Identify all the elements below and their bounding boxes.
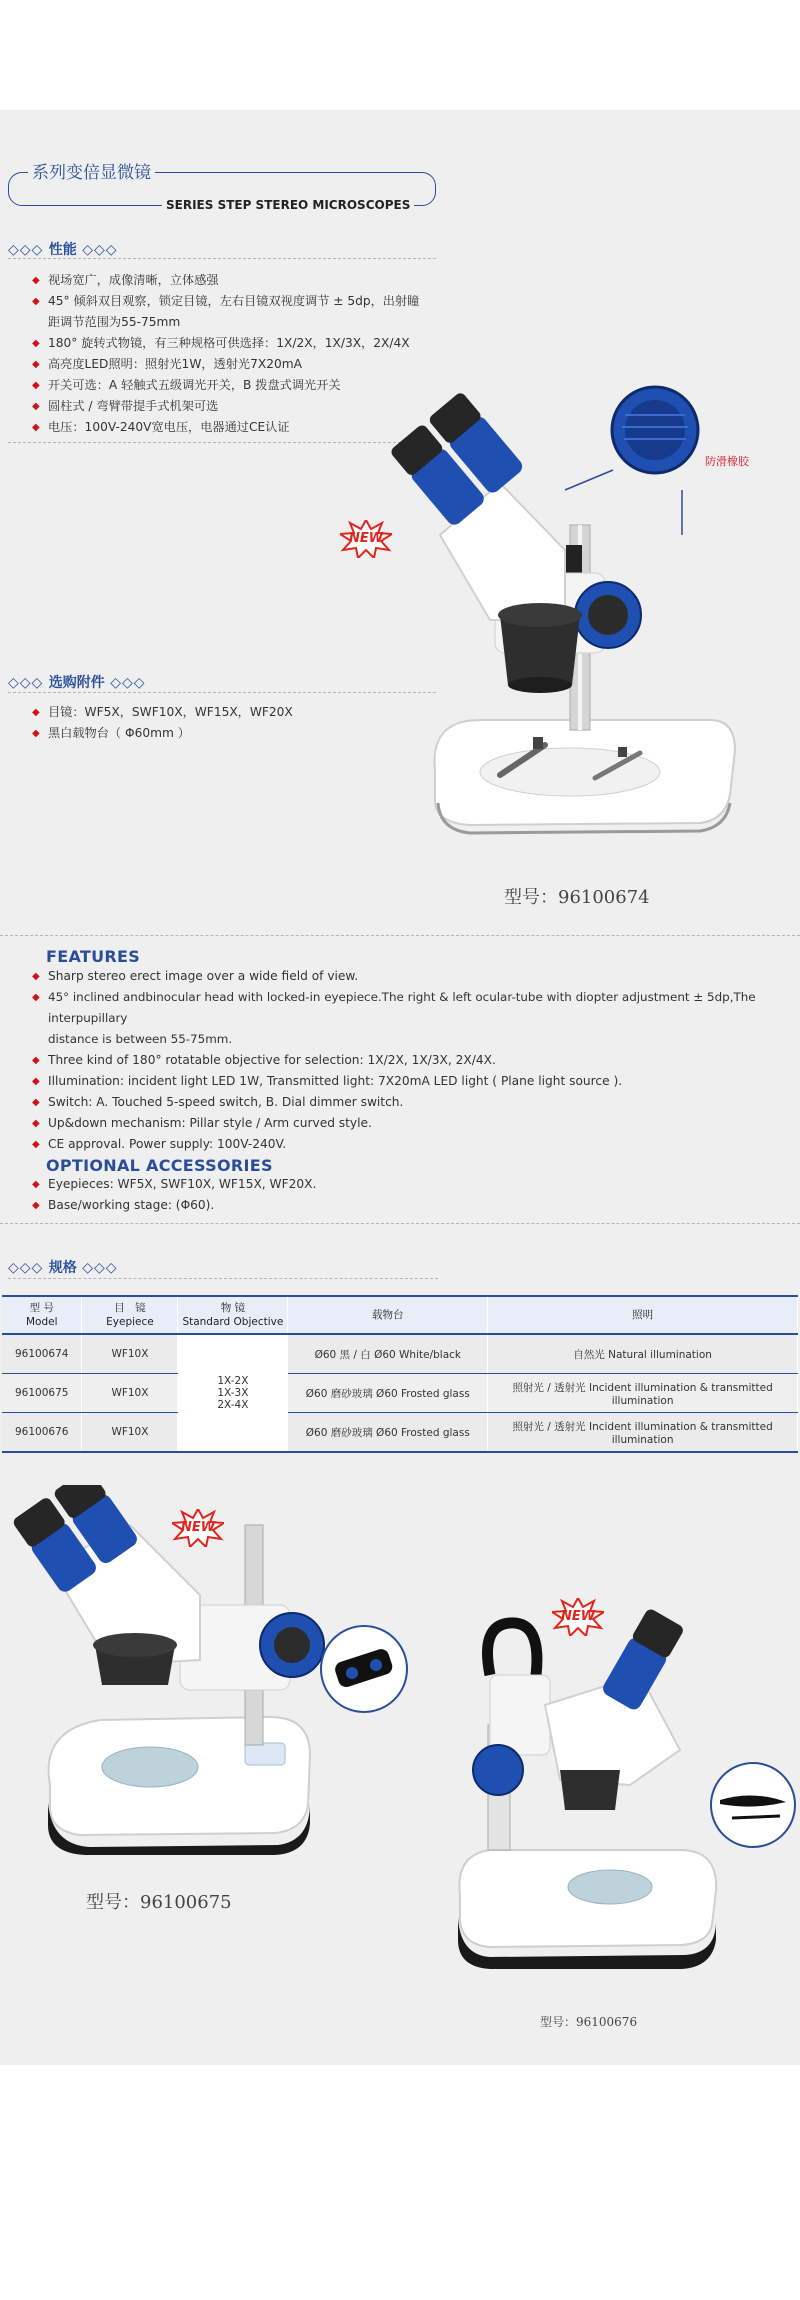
diamond-deco-icon: ◇◇◇ xyxy=(76,242,118,258)
col-header-model: 型 号 Model xyxy=(2,1296,82,1334)
table-header-row xyxy=(2,1296,798,1334)
page-title-cn: 系列变倍显微镜 xyxy=(28,158,155,183)
diamond-deco-icon: ◇◇◇ xyxy=(8,242,49,258)
microscope-96100676-image xyxy=(450,1605,730,1970)
divider xyxy=(0,1223,800,1224)
diamond-deco-icon: ◇◇◇ xyxy=(8,675,49,691)
cell-eyepiece: WF10X xyxy=(82,1374,178,1413)
cell-model: 96100675 xyxy=(2,1374,82,1413)
page-title-en: SERIES STEP STEREO MICROSCOPES xyxy=(162,198,414,212)
col-header-illumination: 照明 xyxy=(488,1296,798,1334)
cell-stage: Ø60 磨砂玻璃 Ø60 Frosted glass xyxy=(288,1413,488,1453)
list-item: ◆ Sharp stereo erect image over a wide field of view. xyxy=(30,966,800,987)
new-badge-text: NEW xyxy=(181,1520,216,1535)
cell-stage: Ø60 黑 / 白 Ø60 White/black xyxy=(288,1334,488,1374)
optional-accessories-heading: OPTIONAL ACCESSORIES xyxy=(46,1156,273,1175)
model-number-676: 型号：96100676 xyxy=(540,2015,638,2029)
cell-model: 96100676 xyxy=(2,1413,82,1453)
list-item: ◆ 圆柱式 / 弯臂带提手式机架可选 xyxy=(30,396,450,417)
optional-accessories-list xyxy=(30,1174,730,1216)
features-list xyxy=(30,966,800,1155)
model-number-main: 型号：96100674 xyxy=(504,887,650,908)
cell-eyepiece: WF10X xyxy=(82,1334,178,1374)
new-badge xyxy=(172,1509,224,1551)
divider xyxy=(8,258,436,259)
list-item xyxy=(30,987,800,1050)
cell-model: 96100674 xyxy=(2,1334,82,1374)
list-item: ◆ CE approval. Power supply: 100V-240V. xyxy=(30,1134,800,1155)
list-item: ◆ 目镜：WF5X，SWF10X，WF15X，WF20X xyxy=(30,702,430,723)
list-item-text: 45° inclined andbinocular head with locked-in eyepiece.The right & left ocular-tube with diopter adjustment ± 5dp,The interpupillary xyxy=(48,990,756,1025)
cell-eyepiece: WF10X xyxy=(82,1413,178,1453)
diamond-deco-icon: ◇◇◇ xyxy=(76,1260,118,1276)
accessories-heading-text: 选购附件 xyxy=(48,675,105,691)
list-item: ◆ 高亮度LED照明：照射光1W，透射光7X20mA xyxy=(30,354,450,375)
table-row xyxy=(2,1374,798,1413)
performance-heading xyxy=(8,239,118,259)
features-heading: FEATURES xyxy=(46,947,141,966)
microscope-96100675-image xyxy=(10,1485,330,1855)
handle-detail xyxy=(708,1760,798,1850)
new-badge xyxy=(340,520,392,562)
list-item: ◆ 电压：100V-240V宽电压，电器通过CE认证 xyxy=(30,417,450,438)
specs-heading-text: 规格 xyxy=(48,1260,77,1276)
list-item: ◆ Base/working stage: (Φ60). xyxy=(30,1195,730,1216)
diamond-deco-icon: ◇◇◇ xyxy=(8,1260,49,1276)
col-header-stage: 载物台 xyxy=(288,1296,488,1334)
diamond-deco-icon: ◇◇◇ xyxy=(104,675,146,691)
divider xyxy=(0,935,800,936)
new-badge-text: NEW xyxy=(561,1609,596,1624)
list-item: ◆ Up&down mechanism: Pillar style / Arm curved style. xyxy=(30,1113,800,1134)
accessories-heading xyxy=(8,672,146,692)
list-item: ◆ 视场宽广，成像清晰，立体感强 xyxy=(30,270,450,291)
list-item-text: 45° 倾斜双目观察，锁定目镜，左右目镜双视度调节 ± 5dp，出射瞳 xyxy=(48,294,420,308)
spec-table xyxy=(2,1295,798,1453)
list-item: ◆ Three kind of 180° rotatable objective for selection: 1X/2X, 1X/3X, 2X/4X. xyxy=(30,1050,800,1071)
list-item-text: 距调节范围为55-75mm xyxy=(48,315,181,329)
list-item: ◆ 黑白载物台（ Φ60mm ） xyxy=(30,723,430,744)
cell-illumination: 自然光 Natural illumination xyxy=(488,1334,798,1374)
microscope-96100674-image xyxy=(330,375,790,875)
list-item: ◆ 开关可选：A 轻触式五级调光开关，B 拨盘式调光开关 xyxy=(30,375,450,396)
list-item: ◆ Illumination: incident light LED 1W, Transmitted light: 7X20mA LED light ( Plane light source ). xyxy=(30,1071,800,1092)
model-number-675: 型号：96100675 xyxy=(86,1892,232,1913)
dimmer-switch-detail xyxy=(318,1623,410,1715)
new-badge-text: NEW xyxy=(349,531,384,546)
cell-illumination: 照射光 / 透射光 Incident illumination & transmitted illumination xyxy=(488,1413,798,1453)
new-badge xyxy=(552,1598,604,1640)
list-item: ◆ Switch: A. Touched 5-speed switch, B. Dial dimmer switch. xyxy=(30,1092,800,1113)
table-row xyxy=(2,1334,798,1374)
divider xyxy=(8,1278,438,1279)
cell-objective: 1X-2X 1X-3X 2X-4X xyxy=(178,1334,288,1452)
col-header-objective: 物 镜 Standard Objective xyxy=(178,1296,288,1334)
cell-illumination: 照射光 / 透射光 Incident illumination & transmitted illumination xyxy=(488,1374,798,1413)
list-item: ◆ 180° 旋转式物镜，有三种规格可供选择：1X/2X，1X/3X，2X/4X xyxy=(30,333,450,354)
cell-stage: Ø60 磨砂玻璃 Ø60 Frosted glass xyxy=(288,1374,488,1413)
list-item-text: distance is between 55-75mm. xyxy=(48,1032,233,1046)
list-item xyxy=(30,291,450,333)
table-row xyxy=(2,1413,798,1453)
col-header-eyepiece: 目 镜 Eyepiece xyxy=(82,1296,178,1334)
list-item: ◆ Eyepieces: WF5X, SWF10X, WF15X, WF20X. xyxy=(30,1174,730,1195)
performance-heading-text: 性能 xyxy=(48,242,77,258)
specs-heading xyxy=(8,1257,118,1277)
anti-slip-rubber-label: 防滑橡胶 xyxy=(705,455,749,468)
